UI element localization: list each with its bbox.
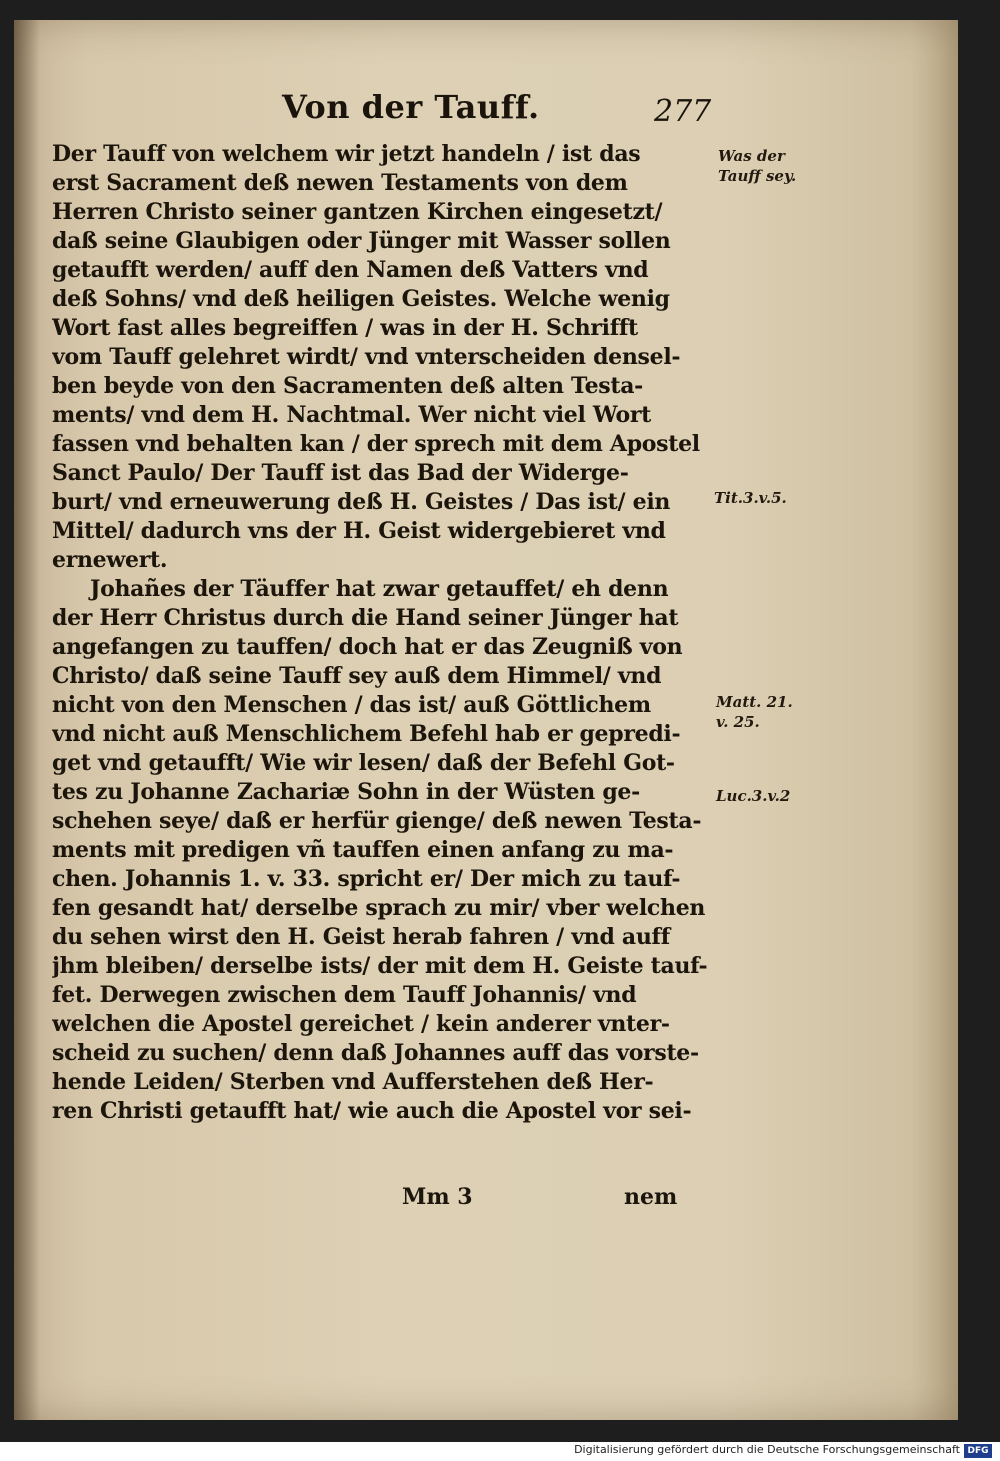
signature-mark: Mm 3 bbox=[402, 1184, 473, 1210]
text-line: Christo/ daß seine Tauff sey auß dem Himmel/ vnd bbox=[52, 663, 662, 689]
text-line: fen gesandt hat/ derselbe sprach zu mir/ vber welchen bbox=[52, 895, 706, 921]
text-line: ments/ vnd dem H. Nachtmal. Wer nicht viel Wort bbox=[52, 402, 652, 428]
margin-note-matthew: Matt. 21. v. 25. bbox=[716, 693, 793, 731]
text-line: angefangen zu tauffen/ doch hat er das Zeugniß von bbox=[52, 634, 683, 660]
text-line: schehen seye/ daß er herfür gienge/ deß newen Testa- bbox=[52, 808, 702, 834]
text-line: getaufft werden/ auff den Namen deß Vatters vnd bbox=[52, 257, 649, 283]
text-line: chen. Johannis 1. v. 33. spricht er/ Der mich zu tauf- bbox=[52, 866, 681, 892]
text-line: Wort fast alles begreiffen / was in der H. Schrifft bbox=[52, 315, 638, 341]
text-line: fet. Derwegen zwischen dem Tauff Johannis/ vnd bbox=[52, 982, 637, 1008]
text-line: Sanct Paulo/ Der Tauff ist das Bad der Widerge- bbox=[52, 460, 629, 486]
margin-note-luke: Luc.3.v.2 bbox=[716, 787, 791, 805]
text-line: ernewert. bbox=[52, 547, 168, 573]
margin-note-titus: Tit.3.v.5. bbox=[714, 489, 787, 507]
text-line: ments mit predigen vñ tauffen einen anfang zu ma- bbox=[52, 837, 674, 863]
page-number: 277 bbox=[654, 94, 712, 129]
text-line: fassen vnd behalten kan / der sprech mit dem Apostel bbox=[52, 431, 700, 457]
book-page bbox=[14, 20, 958, 1420]
text-line: hende Leiden/ Sterben vnd Aufferstehen deß Her- bbox=[52, 1069, 654, 1095]
text-line: Der Tauff von welchem wir jetzt handeln / ist das bbox=[52, 141, 641, 167]
text-line: erst Sacrament deß newen Testaments von dem bbox=[52, 170, 628, 196]
text-line: ben beyde von den Sacramenten deß alten Testa- bbox=[52, 373, 644, 399]
text-line: tes zu Johanne Zachariæ Sohn in der Wüsten ge- bbox=[52, 779, 640, 805]
text-line: vom Tauff gelehret wirdt/ vnd vnterscheiden densel- bbox=[52, 344, 681, 370]
margin-note-definition: Was der Tauff sey. bbox=[718, 147, 797, 185]
text-line: get vnd getaufft/ Wie wir lesen/ daß der Befehl Got- bbox=[52, 750, 675, 776]
text-line: vnd nicht auß Menschlichem Befehl hab er gepredi- bbox=[52, 721, 681, 747]
body-text bbox=[52, 140, 712, 1126]
text-line: Herren Christo seiner gantzen Kirchen eingesetzt/ bbox=[52, 199, 663, 225]
running-title: Von der Tauff. bbox=[282, 88, 540, 126]
funding-credit: Digitalisierung gefördert durch die Deutsche Forschungsgemeinschaft bbox=[574, 1443, 960, 1456]
text-line: Johañes der Täuffer hat zwar getauffet/ eh denn bbox=[90, 576, 669, 602]
text-line: burt/ vnd erneuwerung deß H. Geistes / Das ist/ ein bbox=[52, 489, 671, 515]
digitization-footer bbox=[0, 1442, 1000, 1461]
text-line: nicht von den Menschen / das ist/ auß Göttlichem bbox=[52, 692, 651, 718]
text-line: ren Christi getaufft hat/ wie auch die Apostel vor sei- bbox=[52, 1098, 692, 1124]
text-line: deß Sohns/ vnd deß heiligen Geistes. Welche wenig bbox=[52, 286, 670, 312]
catchword: nem bbox=[624, 1184, 678, 1210]
text-line: welchen die Apostel gereichet / kein anderer vnter- bbox=[52, 1011, 670, 1037]
dfg-logo-icon: DFG bbox=[964, 1444, 992, 1458]
page-header bbox=[14, 88, 958, 138]
text-line: daß seine Glaubigen oder Jünger mit Wasser sollen bbox=[52, 228, 671, 254]
text-line: der Herr Christus durch die Hand seiner Jünger hat bbox=[52, 605, 679, 631]
text-line: Mittel/ dadurch vns der H. Geist widergebieret vnd bbox=[52, 518, 666, 544]
text-line: scheid zu suchen/ denn daß Johannes auff das vorste- bbox=[52, 1040, 699, 1066]
page-footer-catchwords bbox=[14, 1184, 958, 1224]
text-line: jhm bleiben/ derselbe ists/ der mit dem H. Geiste tauf- bbox=[52, 953, 708, 979]
text-line: du sehen wirst den H. Geist herab fahren / vnd auff bbox=[52, 924, 670, 950]
